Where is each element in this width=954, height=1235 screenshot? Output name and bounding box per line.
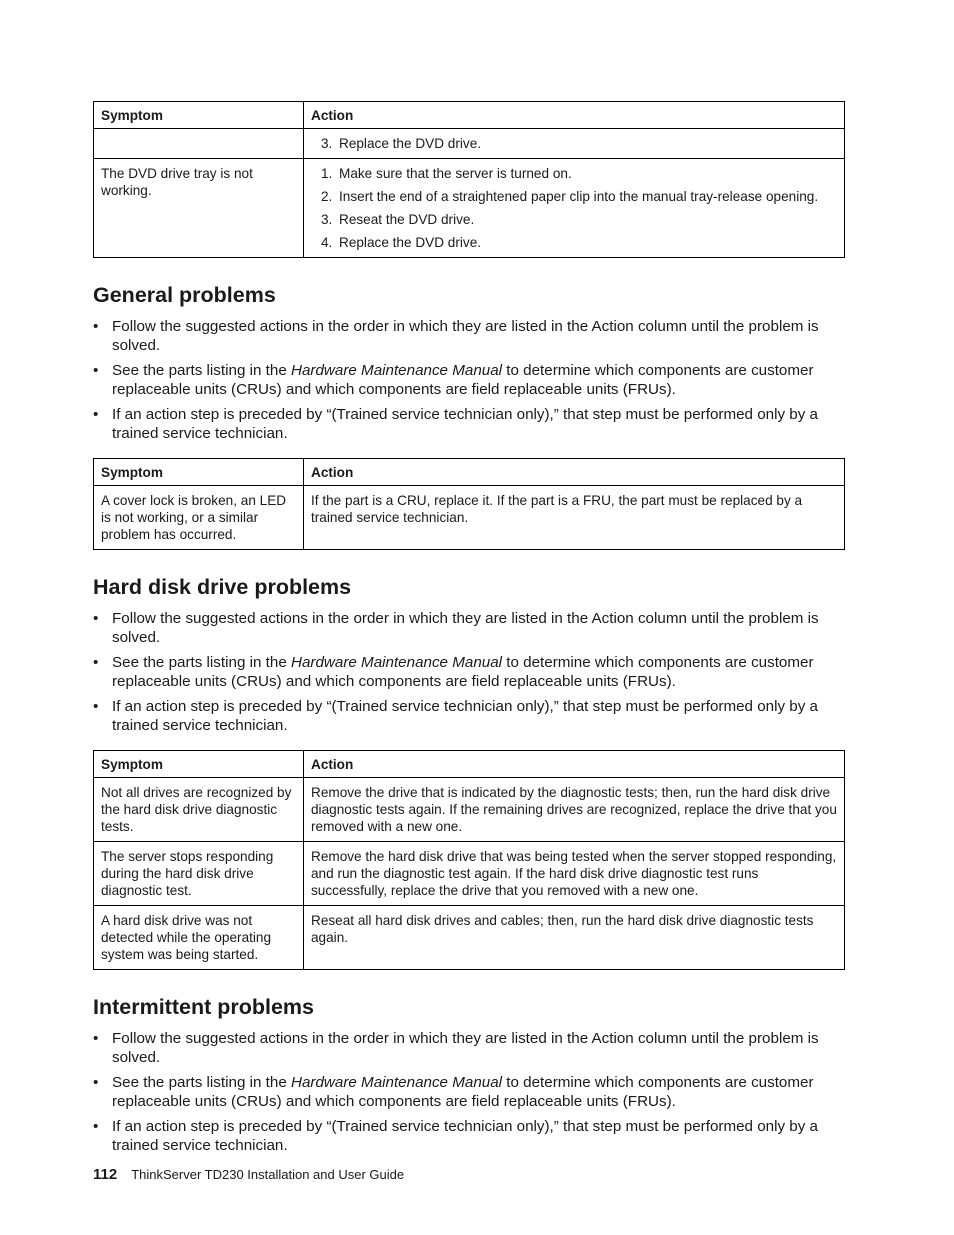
- symptom-cell: A cover lock is broken, an LED is not working, or a similar problem has occurred.: [94, 486, 304, 550]
- bullet-text: Follow the suggested actions in the order in which they are listed in the Action column until the problem is solved.: [112, 1030, 819, 1066]
- symptom-cell: The server stops responding during the hard disk drive diagnostic test.: [94, 842, 304, 906]
- bullet-icon: •: [93, 362, 99, 379]
- step-number: 2.: [321, 189, 333, 204]
- table-row: [94, 778, 845, 842]
- page-content: [93, 101, 845, 1162]
- step-text: Replace the DVD drive.: [339, 136, 482, 151]
- bullet-icon: •: [93, 1030, 99, 1047]
- action-cell: Remove the drive that is indicated by the diagnostic tests; then, run the hard disk drive diagnostic tests again. If the remaining drives are recognized, replace the drive that you removed with a new one.: [304, 778, 845, 842]
- section-heading-hdd: Hard disk drive problems: [93, 575, 352, 599]
- dvd-problems-table: [93, 101, 845, 258]
- table-row: [94, 906, 845, 970]
- bullet-icon: •: [93, 698, 99, 715]
- hdd-problems-table: [93, 750, 845, 970]
- general-problems-table: [93, 458, 845, 550]
- table-row: [94, 129, 845, 159]
- list-item: [93, 610, 845, 647]
- page-number: 112: [93, 1166, 118, 1183]
- bullet-text: If an action step is preceded by “(Trained service technician only),” that step must be performed only by a trained service technician.: [112, 1118, 819, 1154]
- list-item: [93, 698, 845, 735]
- bullet-icon: •: [93, 318, 99, 335]
- bullet-text: If an action step is preceded by “(Trained service technician only),” that step must be performed only by a trained service technician.: [112, 698, 819, 734]
- table-row: [94, 159, 845, 258]
- symptom-cell: Not all drives are recognized by the hard disk drive diagnostic tests.: [94, 778, 304, 842]
- list-item: [93, 1118, 845, 1155]
- guideline-list: [93, 318, 845, 443]
- table-row: [94, 842, 845, 906]
- action-cell: [304, 159, 845, 258]
- table-header-action: Action: [304, 102, 845, 129]
- symptom-cell: A hard disk drive was not detected while the operating system was being started.: [94, 906, 304, 970]
- step-number: 1.: [321, 166, 333, 181]
- list-item: [93, 362, 845, 399]
- list-item: [93, 1030, 845, 1067]
- action-cell: Remove the hard disk drive that was being tested when the server stopped responding, and run the diagnostic test again. If the hard disk drive diagnostic test runs successfully, replace the drive that you removed with a new one.: [304, 842, 845, 906]
- step-number: 4.: [321, 235, 333, 250]
- bullet-text: Follow the suggested actions in the order in which they are listed in the Action column until the problem is solved.: [112, 610, 819, 646]
- bullet-text: to determine which components are customer replaceable units (CRUs) and which components are field replaceable units (FRUs).: [112, 1074, 814, 1110]
- step-text: Replace the DVD drive.: [339, 235, 482, 250]
- bullet-text: Follow the suggested actions in the order in which they are listed in the Action column until the problem is solved.: [112, 318, 819, 354]
- step-text: Insert the end of a straightened paper clip into the manual tray-release opening.: [339, 189, 819, 204]
- step-text: Reseat the DVD drive.: [339, 212, 475, 227]
- bullet-icon: •: [93, 610, 99, 627]
- action-cell: If the part is a CRU, replace it. If the part is a FRU, the part must be replaced by a trained service technician.: [304, 486, 845, 550]
- bullet-text: to determine which components are customer replaceable units (CRUs) and which components are field replaceable units (FRUs).: [112, 654, 814, 690]
- manual-title: Hardware Maintenance Manual: [290, 362, 503, 379]
- section-heading-general: General problems: [93, 283, 276, 307]
- document-title: ThinkServer TD230 Installation and User Guide: [131, 1167, 405, 1182]
- step-number: 3.: [321, 136, 333, 151]
- step-number: 3.: [321, 212, 333, 227]
- guideline-list: [93, 1030, 845, 1155]
- bullet-icon: •: [93, 654, 99, 671]
- list-item: [93, 406, 845, 443]
- bullet-text: to determine which components are customer replaceable units (CRUs) and which components are field replaceable units (FRUs).: [112, 362, 814, 398]
- bullet-icon: •: [93, 1074, 99, 1091]
- manual-title: Hardware Maintenance Manual: [290, 1074, 503, 1091]
- guideline-list: [93, 610, 845, 735]
- table-header-action: Action: [304, 751, 845, 778]
- action-cell: Reseat all hard disk drives and cables; then, run the hard disk drive diagnostic tests again.: [304, 906, 845, 970]
- action-cell: [304, 129, 845, 159]
- list-item: [93, 318, 845, 355]
- table-header-symptom: Symptom: [94, 751, 304, 778]
- list-item: [93, 654, 845, 691]
- bullet-icon: •: [93, 406, 99, 423]
- bullet-text: See the parts listing in the: [112, 1074, 291, 1091]
- symptom-cell: [94, 129, 304, 159]
- page-footer: [93, 1166, 404, 1183]
- manual-title: Hardware Maintenance Manual: [290, 654, 503, 671]
- bullet-text: See the parts listing in the: [112, 654, 291, 671]
- step-text: Make sure that the server is turned on.: [339, 166, 572, 181]
- section-heading-intermittent: Intermittent problems: [93, 995, 314, 1019]
- table-header-action: Action: [304, 459, 845, 486]
- bullet-text: See the parts listing in the: [112, 362, 291, 379]
- table-row: [94, 486, 845, 550]
- bullet-text: If an action step is preceded by “(Trained service technician only),” that step must be performed only by a trained service technician.: [112, 406, 819, 442]
- list-item: [93, 1074, 845, 1111]
- symptom-cell: The DVD drive tray is not working.: [94, 159, 304, 258]
- bullet-icon: •: [93, 1118, 99, 1135]
- table-header-symptom: Symptom: [94, 459, 304, 486]
- table-header-symptom: Symptom: [94, 102, 304, 129]
